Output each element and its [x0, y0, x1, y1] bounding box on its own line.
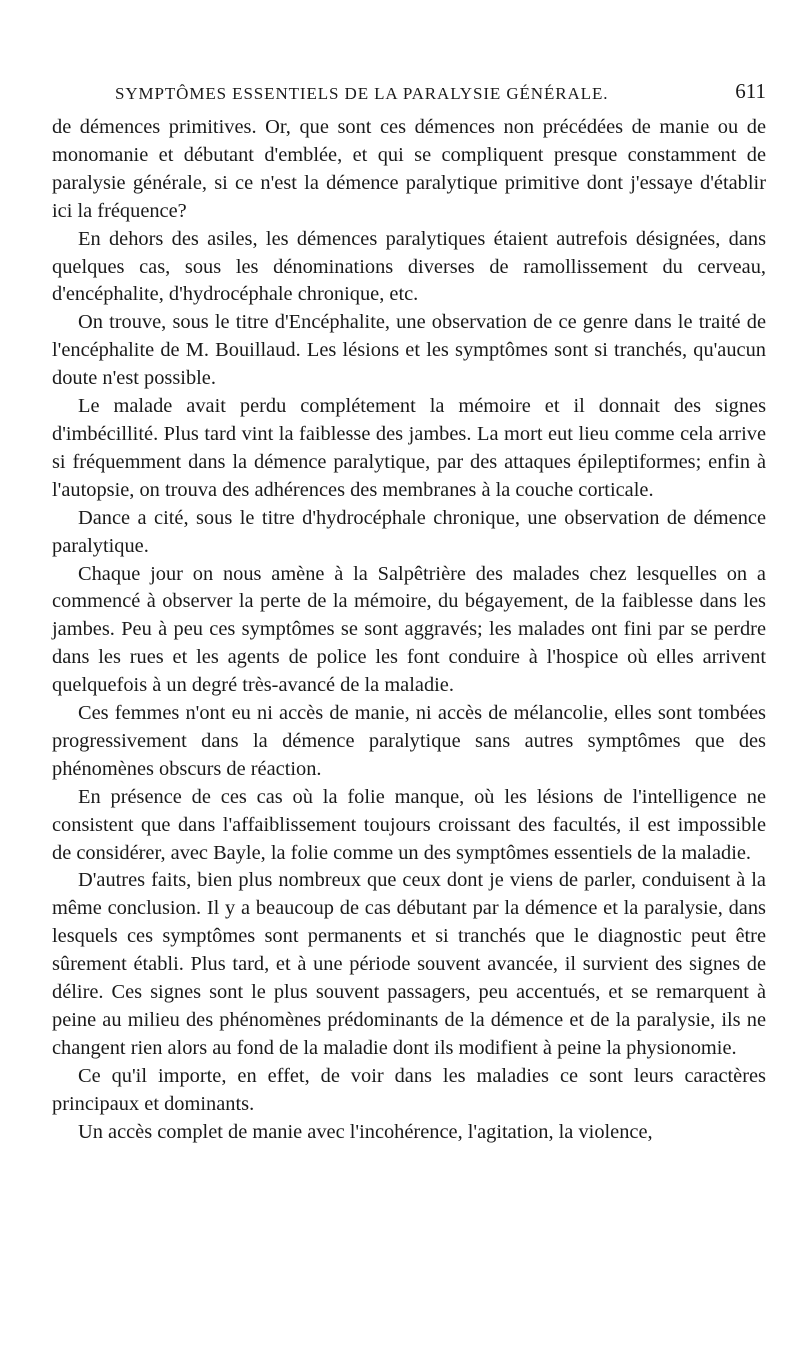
paragraph-continuation: de démences primitives. Or, que sont ces démences non précédées de manie ou de monomanie et débutant d'emblée, et qui se compliquent presque constamment de paralysie générale, si ce n'est la démence paralytique primitive dont j'essaye d'établir ici la fréquence? — [52, 116, 766, 222]
paragraph: Ce qu'il importe, en effet, de voir dans les maladies ce sont leurs caractères principaux et dominants. — [52, 1064, 766, 1115]
body-text — [52, 114, 766, 1147]
running-title: SYMPTÔMES ESSENTIELS DE LA PARALYSIE GÉNÉRALE. — [115, 84, 609, 103]
running-header — [52, 78, 766, 110]
paragraph: Chaque jour on nous amène à la Salpêtrière des malades chez lesquelles on a commencé à observer la perte de la mémoire, du bégayement, de la faiblesse dans les jambes. Peu à peu ces symptômes se sont aggravés; les malades ont fini par se perdre dans les rues et les agents de police les font conduire à l'hospice où elles arrivent quelquefois à un degré très-avancé de la maladie. — [52, 562, 766, 697]
paragraph: On trouve, sous le titre d'Encéphalite, une observation de ce genre dans le traité de l'encéphalite de M. Bouillaud. Les lésions et les symptômes sont si tranchés, qu'aucun doute n'est possible. — [52, 311, 766, 390]
paragraph: Le malade avait perdu complétement la mémoire et il donnait des signes d'imbécillité. Plus tard vint la faiblesse des jambes. La mort eut lieu comme cela arrive si fréquemment dans la démence paralytique, par des attaques épileptiformes; enfin à l'autopsie, on trouva des adhérences des membranes à la couche corticale. — [52, 395, 766, 501]
paragraph: D'autres faits, bien plus nombreux que ceux dont je viens de parler, conduisent à la même conclusion. Il y a beaucoup de cas débutant par la démence et la paralysie, dans lesquels ces symptômes sont permanents et si tranchés que le diagnostic peut être sûrement établi. Plus tard, et à une période souvent avancée, il survient des signes de délire. Ces signes sont le plus souvent passagers, peu accentués, et se remarquent à peine au milieu des phénomènes prédominants de la démence et de la paralysie, ils ne changent rien alors au fond de la maladie dont ils modifient à peine la physionomie. — [52, 869, 766, 1059]
page-number: 611 — [735, 79, 766, 103]
paragraph: Un accès complet de manie avec l'incohérence, l'agitation, la violence, — [78, 1120, 653, 1143]
paragraph: Ces femmes n'ont eu ni accès de manie, ni accès de mélancolie, elles sont tombées progressivement dans la démence paralytique sans autres symptômes que des phénomènes obscurs de réaction. — [52, 702, 766, 780]
paragraph: En présence de ces cas où la folie manque, où les lésions de l'intelligence ne consistent que dans l'affaiblissement toujours croissant des facultés, il est impossible de considérer, avec Bayle, la folie comme un des symptômes essentiels de la maladie. — [52, 785, 766, 864]
paragraph: En dehors des asiles, les démences paralytiques étaient autrefois désignées, dans quelques cas, sous les dénominations diverses de ramollissement du cerveau, d'encéphalite, d'hydrocéphale chronique, etc. — [52, 227, 766, 306]
paragraph: Dance a cité, sous le titre d'hydrocéphale chronique, une observation de démence paralytique. — [52, 506, 766, 557]
